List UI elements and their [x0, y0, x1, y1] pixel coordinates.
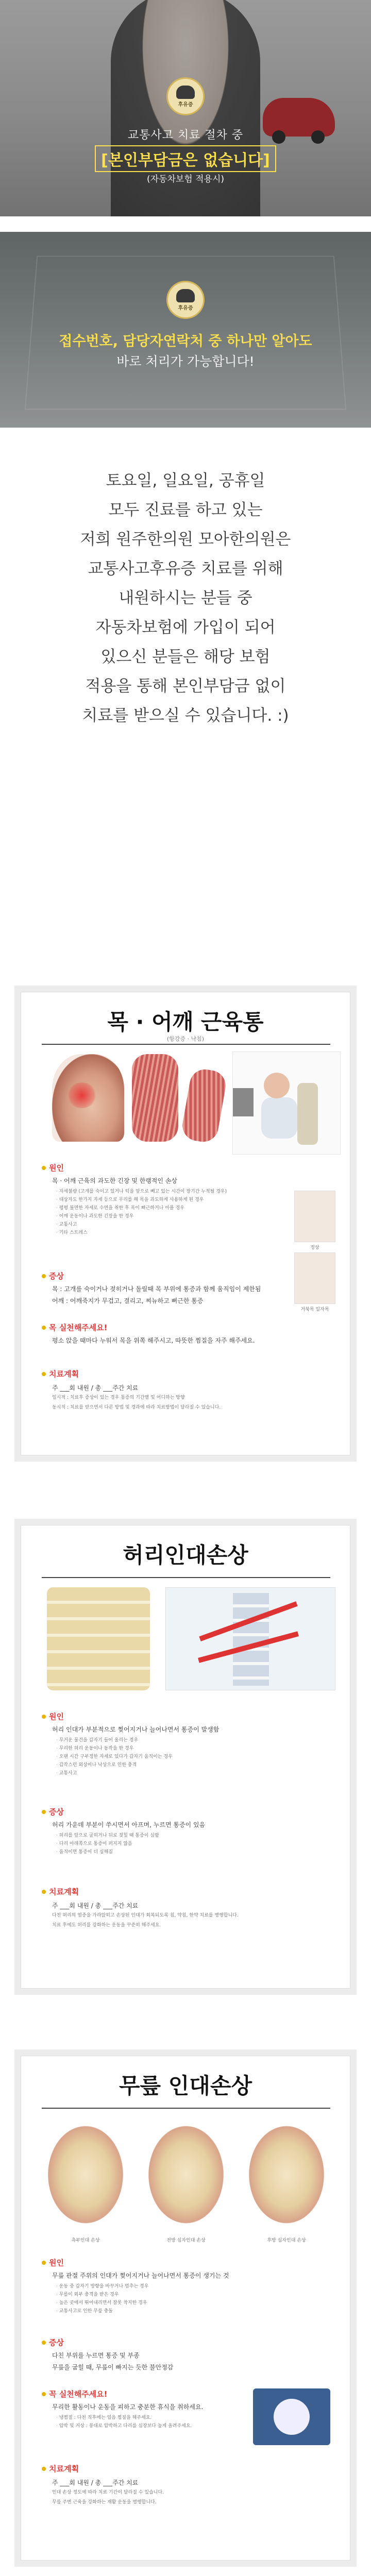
section-cause: 원인 목 · 어깨 근육의 과도한 긴장 및 한랭적인 손상 · 자세불량 (고개를 숙이고 있거나 턱을 앞으로 빼고 있는 시간이 장기간 누적될 경우) · 대상자도 한가지 자세 등으로 무리를 해 목을 과도하게 사용하게 된 경우 · 평평 불면한 자세로 수면을 취한 후 목이 뻐근하거나 아플 경우 · 어깨 운동이나 과도한 긴장을 한 경우 · 교통사고 · 기타 스트레스: [42, 1162, 289, 1237]
section-plan: 치료계획 주 ___회 내원 / 총 ___주간 치료 인대 손상 정도에 따라 치료 기간이 달라질 수 있습니다. 무릎 주변 근육을 강화하는 재활 운동을 병행합니다.: [42, 2463, 330, 2506]
bullet-dot-icon: [42, 1274, 46, 1278]
shoulder-muscle-illustration: [180, 1067, 228, 1144]
section-tip: 꼭 실천해주세요! 무리한 활동이나 운동을 피하고 충분한 휴식을 취하세요. · 냉찜질 : 다친 직후에는 얼음 찜질을 해주세요. · 압박 및 거상 : 붕대로 압박하고 다리를 심장보다 높게 올려주세요.: [42, 2388, 248, 2430]
intro-line: 교통사고후유증 치료를 위해: [88, 560, 283, 578]
intro-line: 치료를 받으실 수 있습니다. :): [82, 706, 289, 725]
knee-collateral-illustration: [42, 2118, 129, 2231]
bullet-dot-icon: [42, 2392, 46, 2396]
bullet-dot-icon: [42, 2261, 46, 2265]
bullet-dot-icon: [42, 2341, 46, 2345]
knee-brace-image: [253, 2388, 330, 2445]
spine-illustration: [47, 1587, 150, 1690]
intro-line: 있으신 분들은 해당 보험: [100, 648, 271, 666]
info-card-back-ligament: [21, 1525, 350, 1989]
banner-highlight: [본인부담금은 없습니다]: [0, 145, 371, 172]
banner2-highlight: 접수번호, 담당자연락처 중 하나만 알아도: [59, 333, 312, 349]
bullet-dot-icon: [42, 1715, 46, 1719]
section-plan: 치료계획 주 ___회 내원 / 총 ___주간 치료 다친 허리의 염증을 가라앉히고 손상된 인대가 회복되도록 침, 약침, 한약 치료를 병행합니다. 치료 후에도 허리를 강화하는 운동을 꾸준히 해주세요.: [42, 1886, 330, 1929]
info-card-neck-shoulder: 목 · 어깨 근육통 (항강증 · 낙침) 정상 거북목 일자목 원인 목 · 어깨 근육의 과도한 긴장 및 한랭적인 손상 · 자세불량 (고개를 숙이고 있거나 턱을 앞으로 빼고 있는 시간이 장기간 누적될 경우) · 대상자도 한가지 자세 등으로 무리를 해 목을 과도하게 사용하게 된 경우 · 평평 불면한 자세로 수면을 취한 후 목이 뻐근하거나 아플 경우 · 어깨 운동이나 과도한 긴장을 한 경우 · 교통사고 · 기타 스트레스 증상 목 : 고개를 숙이거나 젖히거나 돌릴때 목 부위에 통증과 함께 움직임이 제한됨 어깨 : 어깨죽지가 무겁고, 결리고, 찌뉴하고 뻐근한 통증 목 실천해주세요! 평소 앉을 때마다 누워서 목을 위쪽 해주시고, 따뜻한 찜질을 자주 해주세요. 치료계획 주 ___회 내원 / 총 ___주간 치료 일시적 : 치료후 증상이 있는 경우 통증의 기간별 및 어디하는 방향 동시적 : 치료를 받으면서 다른 방법 및 경과에 따라 치료방법이 달라질 수 있습니다.: [21, 992, 350, 1455]
turtle-neck-image: [294, 1252, 335, 1304]
knee-acl-illustration: [142, 2118, 230, 2231]
desk-posture-illustration: [232, 1052, 341, 1155]
intro-paragraph: [0, 466, 371, 731]
section-plan: 치료계획 주 ___회 내원 / 총 ___주간 치료 일시적 : 치료후 증상이 있는 경우 통증의 기간별 및 어디하는 방향 동시적 : 치료를 받으면서 다른 방법 및 경과에 따라 치료방법이 달라질 수 있습니다.: [42, 1368, 330, 1412]
card-title: 무릎 인대손상: [119, 2073, 252, 2098]
banner-line-1: 교통사고 치료 절차 중: [127, 129, 244, 142]
ligament-injury-illustration: [165, 1587, 335, 1690]
knee-pcl-illustration: [243, 2118, 330, 2231]
intro-line: 토요일, 일요일, 공휴일: [106, 471, 265, 490]
bullet-dot-icon: [42, 1890, 46, 1894]
section-symptom: 증상 허리 가운데 부분이 쑤시면서 아프며, 누르면 통증이 있음 · 허리를 앞으로 굽히거나 뒤로 젖힐 때 통증이 심함 · 다리 아래쪽으로 통증이 퍼지지 않음 · 움직이면 통증이 더 심해짐: [42, 1806, 330, 1856]
section-symptom: 증상 다친 부위를 누르면 통증 및 부종 무릎을 굽힐 때, 무릎이 빠지는 듯한 불안정감: [42, 2337, 248, 2371]
neck-muscle-illustration: [132, 1054, 178, 1142]
normal-neck-image: [294, 1191, 335, 1242]
intro-line: 적용을 통해 본인부담금 없이: [85, 677, 286, 696]
intro-line: 저희 원주한의원 모아한의원은: [80, 530, 291, 549]
section-symptom: 증상 목 : 고개를 숙이거나 젖히거나 돌릴때 목 부위에 통증과 함께 움직임이 제한됨 어깨 : 어깨죽지가 무겁고, 결리고, 찌뉴하고 뻐근한 통증: [42, 1270, 289, 1305]
card-subtitle: (항강증 · 낙침): [166, 1036, 205, 1042]
hero-banner-accident: [0, 0, 371, 216]
banner2-line-2: 바로 처리가 가능합니다!: [116, 354, 255, 369]
bullet-dot-icon: [42, 1166, 46, 1170]
intro-line: 자동차보험에 가입이 되어: [95, 618, 276, 637]
card-title: 목 · 어깨 근육통: [107, 1009, 264, 1035]
bullet-dot-icon: [42, 2467, 46, 2471]
intro-line: 모두 진료를 하고 있는: [108, 501, 263, 519]
bullet-dot-icon: [42, 1372, 46, 1376]
intro-line: 내원하시는 분들 중: [119, 589, 252, 607]
clinic-badge-icon: 후유증: [166, 281, 205, 319]
section-tip: 목 실천해주세요! 평소 앉을 때마다 누워서 목을 위쪽 해주시고, 따뜻한 찜질을 자주 해주세요.: [42, 1322, 330, 1345]
section-cause: 원인 무릎 관절 주위의 인대가 찢어지거나 늘어나면서 통증이 생기는 것 · 운동 중 갑자기 방향을 바꾸거나 멈추는 경우 · 무릎이 외부 충격을 받은 경우 · 높은 곳에서 뛰어내리면서 잘못 착지한 경우 · 교통사고로 인한 무릎 충돌: [42, 2257, 330, 2315]
card-title: 허리인대손상: [123, 1543, 248, 1568]
bullet-dot-icon: [42, 1326, 46, 1330]
info-card-knee-ligament: 무릎 인대손상 측부인대 손상 전방 십자인대 손상 후방 십자인대 손상 원인 무릎 관절 주위의 인대가 찢어지거나 늘어나면서 통증이 생기는 것 · 운동 중 갑자기 방향을 바꾸거나 멈추는 경우 · 무릎이 외부 충격을 받은 경우 · 높은 곳에서 뛰어내리면서 잘못 착지한 경우 · 교통사고로 인한 무릎 충돌 증상 다친 부위를 누르면 통증 및 부종 무릎을 굽힐 때, 무릎이 빠지는 듯한 불안정감 꼭 실천해주세요! 무리한 활동이나 운동을 피하고 충분한 휴식을 취하세요. · 냉찜질 : 다친 직후에는 얼음 찜질을 해주세요. · 압박 및 거상 : 붕대로 압박하고 다리를 심장보다 높게 올려주세요. 치료계획 주 ___회 내원 / 총 ___주간 치료 인대 손상 정도에 따라 치료 기간이 달라질 수 있습니다. 무릎 주변 근육을 강화하는 재활 운동을 병행합니다.: [21, 2056, 350, 2561]
hands-icon: [176, 86, 195, 99]
hands-icon: [176, 289, 195, 302]
banner-line-3: (자동차보험 적용시): [146, 174, 225, 184]
hero-banner-reception: [0, 232, 371, 428]
bullet-dot-icon: [42, 1810, 46, 1814]
clinic-badge-icon: 후유증: [166, 77, 205, 115]
section-cause: 원인 허리 인대가 부분적으로 찢어지거나 늘어나면서 통증이 발생함 · 무거운 물건을 갑자기 들어 올리는 경우 · 무리한 허리 운동이나 동작을 한 경우 · 오랜 시간 구부정한 자세로 있다가 갑자기 움직이는 경우 · 갑작스런 외상이나 낙상으로 인한 충격 · 교통사고: [42, 1711, 330, 1777]
